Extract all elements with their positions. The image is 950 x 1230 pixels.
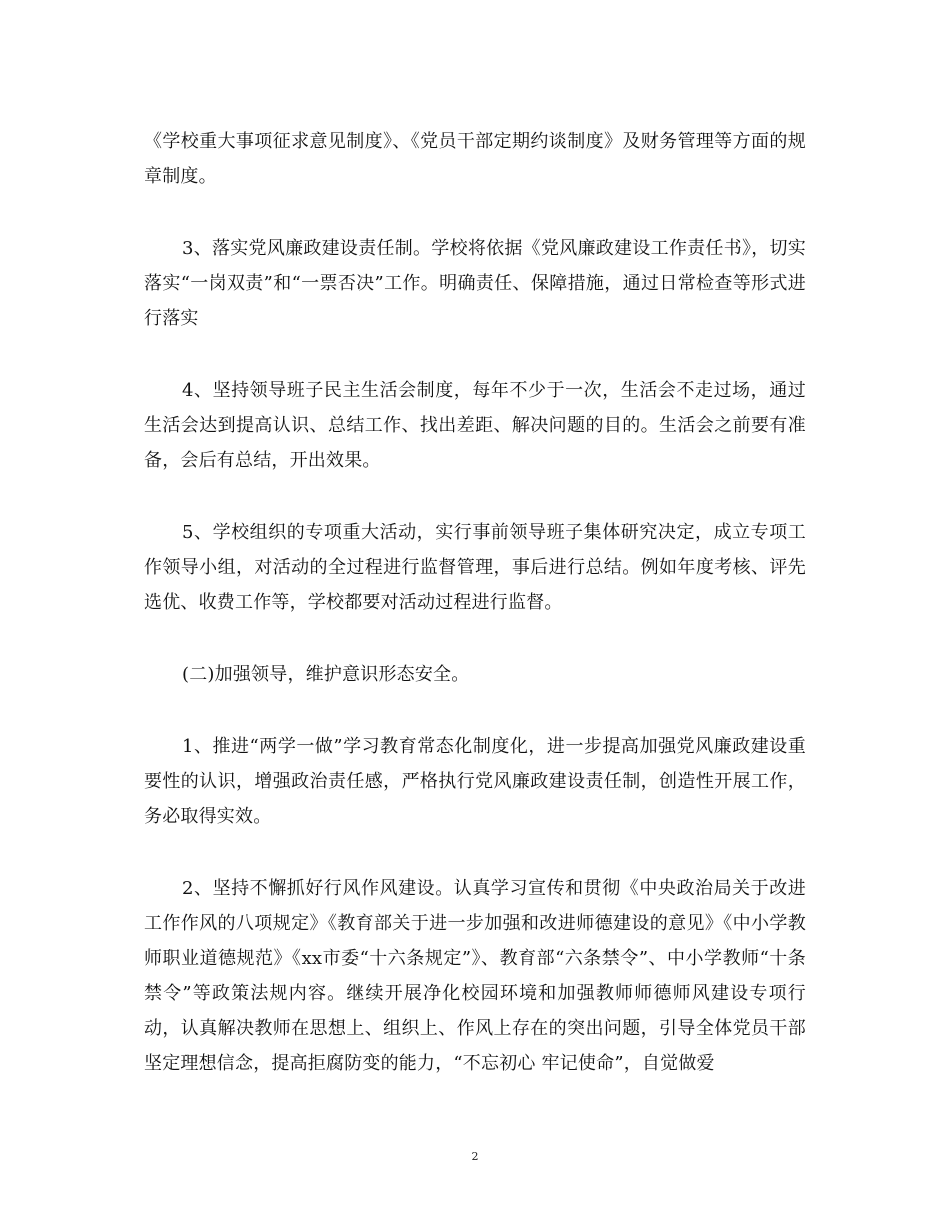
page-number: 2: [471, 1150, 479, 1163]
section-heading-2: (二)加强领导，维护意识形态安全。: [182, 664, 470, 685]
document-body: [144, 124, 806, 1118]
paragraph-item-3: 3、落实党风廉政建设责任制。学校将依据《党风廉政建设工作责任书》，切实落实“一岗双责”和“一票否决”工作。明确责任、保障措施，通过日常检查等形式进行落实: [144, 238, 806, 329]
paragraph-sub-item-2: 2、坚持不懈抓好行风作风建设。认真学习宣传和贯彻《中央政治局关于改进工作作风的八项规定》《教育部关于进一步加强和改进师德建设的意见》《中小学教师职业道德规范》《xx市委“十六条规定”》、教育部“六条禁令”、中小学教师“十条禁令”等政策法规内容。继续开展净化校园环境和加强教师师德师风建设专项行动，认真解决教师在思想上、组织上、作风上存在的突出问题，引导全体党员干部坚定理想信念，提高拒腐防变的能力，“不忘初心 牢记使命”，自觉做爱: [144, 878, 806, 1074]
paragraph-item-5: 5、学校组织的专项重大活动，实行事前领导班子集体研究决定，成立专项工作领导小组，对活动的全过程进行监督管理，事后进行总结。例如年度考核、评先选优、收费工作等，学校都要对活动过程进行监督。: [144, 522, 806, 613]
paragraph-regulations: 《学校重大事项征求意见制度》、《党员干部定期约谈制度》及财务管理等方面的规章制度。: [144, 131, 806, 187]
paragraph-sub-item-1: 1、推进“两学一做”学习教育常态化制度化，进一步提高加强党风廉政建设重要性的认识，增强政治责任感，严格执行党风廉政建设责任制，创造性开展工作，务必取得实效。: [144, 736, 806, 827]
paragraph-item-4: 4、坚持领导班子民主生活会制度，每年不少于一次，生活会不走过场，通过生活会达到提高认识、总结工作、找出差距、解决问题的目的。生活会之前要有准备，会后有总结，开出效果。: [144, 380, 806, 471]
